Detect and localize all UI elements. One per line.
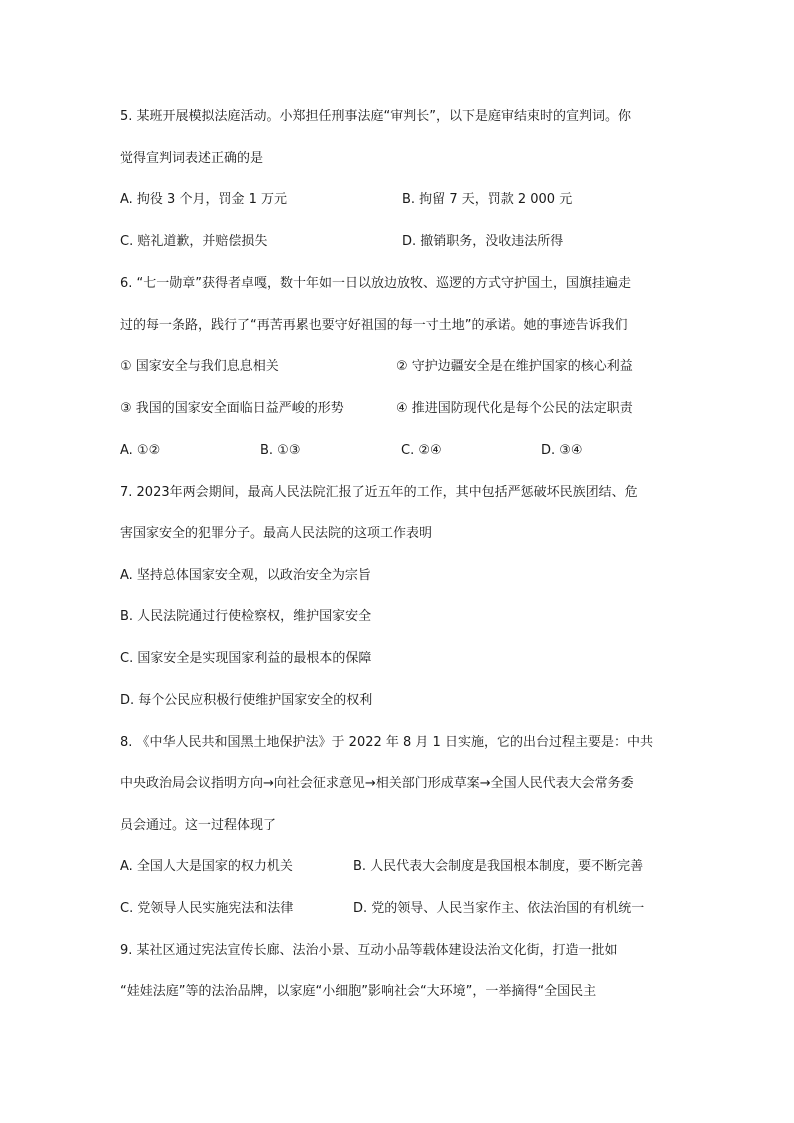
q7-option-c: C. 国家安全是实现国家利益的最根本的保障 bbox=[120, 651, 372, 666]
q6-option-d: D. ③④ bbox=[541, 443, 583, 458]
q5-option-a: A. 拘役 3 个月，罚金 1 万元 bbox=[120, 192, 288, 207]
q7-option-b: B. 人民法院通过行使检察权，维护国家安全 bbox=[120, 609, 372, 624]
q9-stem-line-1: 9. 某社区通过宪法宣传长廊、法治小景、互动小品等载体建设法治文化街，打造一批如 bbox=[120, 943, 618, 958]
q5-option-d: D. 撤销职务，没收违法所得 bbox=[402, 234, 564, 249]
q6-option-a: A. ①② bbox=[120, 443, 161, 458]
q7-option-a: A. 坚持总体国家安全观，以政治安全为宗旨 bbox=[120, 568, 371, 583]
q8-stem-line-2: 中央政治局会议指明方向→向社会征求意见→相关部门形成草案→全国人民代表大会常务委 bbox=[120, 776, 634, 791]
q6-statement-1: ① 国家安全与我们息息相关 bbox=[120, 359, 279, 374]
q7-option-d: D. 每个公民应积极行使维护国家安全的权利 bbox=[120, 693, 373, 708]
q8-option-c: C. 党领导人民实施宪法和法律 bbox=[120, 901, 294, 916]
q5-option-b: B. 拘留 7 天，罚款 2 000 元 bbox=[402, 192, 573, 207]
q6-option-b: B. ①③ bbox=[260, 443, 301, 458]
q9-stem-line-2: “娃娃法庭”等的法治品牌，以家庭“小细胞”影响社会“大环境”，一举摘得“全国民主 bbox=[120, 984, 597, 999]
q5-stem-line-2: 觉得宣判词表述正确的是 bbox=[120, 151, 264, 166]
q6-stem-line-1: 6. “七一勋章”获得者卓嘎，数十年如一日以放边放牧、巡逻的方式守护国土，国旗挂遍走 bbox=[120, 276, 632, 291]
q8-stem-line-3: 员会通过。这一过程体现了 bbox=[120, 818, 277, 833]
q7-stem-line-2: 害国家安全的犯罪分子。最高人民法院的这项工作表明 bbox=[120, 526, 433, 541]
q5-stem-line-1: 5. 某班开展模拟法庭活动。小郑担任刑事法庭“审判长”，以下是庭审结束时的宣判词。你 bbox=[120, 109, 632, 124]
q8-stem-line-1: 8. 《中华人民共和国黑土地保护法》于 2022 年 8 月 1 日实施，它的出台过程主要是：中共 bbox=[120, 735, 653, 750]
q6-stem-line-2: 过的每一条路，践行了“再苦再累也要守好祖国的每一寸土地”的承诺。她的事迹告诉我们 bbox=[120, 318, 628, 333]
q8-option-a: A. 全国人大是国家的权力机关 bbox=[120, 859, 293, 874]
q6-option-c: C. ②④ bbox=[401, 443, 442, 458]
q6-statement-2: ② 守护边疆安全是在维护国家的核心利益 bbox=[396, 359, 633, 374]
q8-option-b: B. 人民代表大会制度是我国根本制度，要不断完善 bbox=[353, 859, 644, 874]
q8-option-d: D. 党的领导、人民当家作主、依法治国的有机统一 bbox=[353, 901, 645, 916]
q6-statement-3: ③ 我国的国家安全面临日益严峻的形势 bbox=[120, 401, 344, 416]
q7-stem-line-1: 7. 2023年两会期间，最高人民法院汇报了近五年的工作，其中包括严惩破坏民族团结、危 bbox=[120, 485, 638, 500]
q5-option-c: C. 赔礼道歉，并赔偿损失 bbox=[120, 234, 268, 249]
q6-statement-4: ④ 推进国防现代化是每个公民的法定职责 bbox=[396, 401, 633, 416]
